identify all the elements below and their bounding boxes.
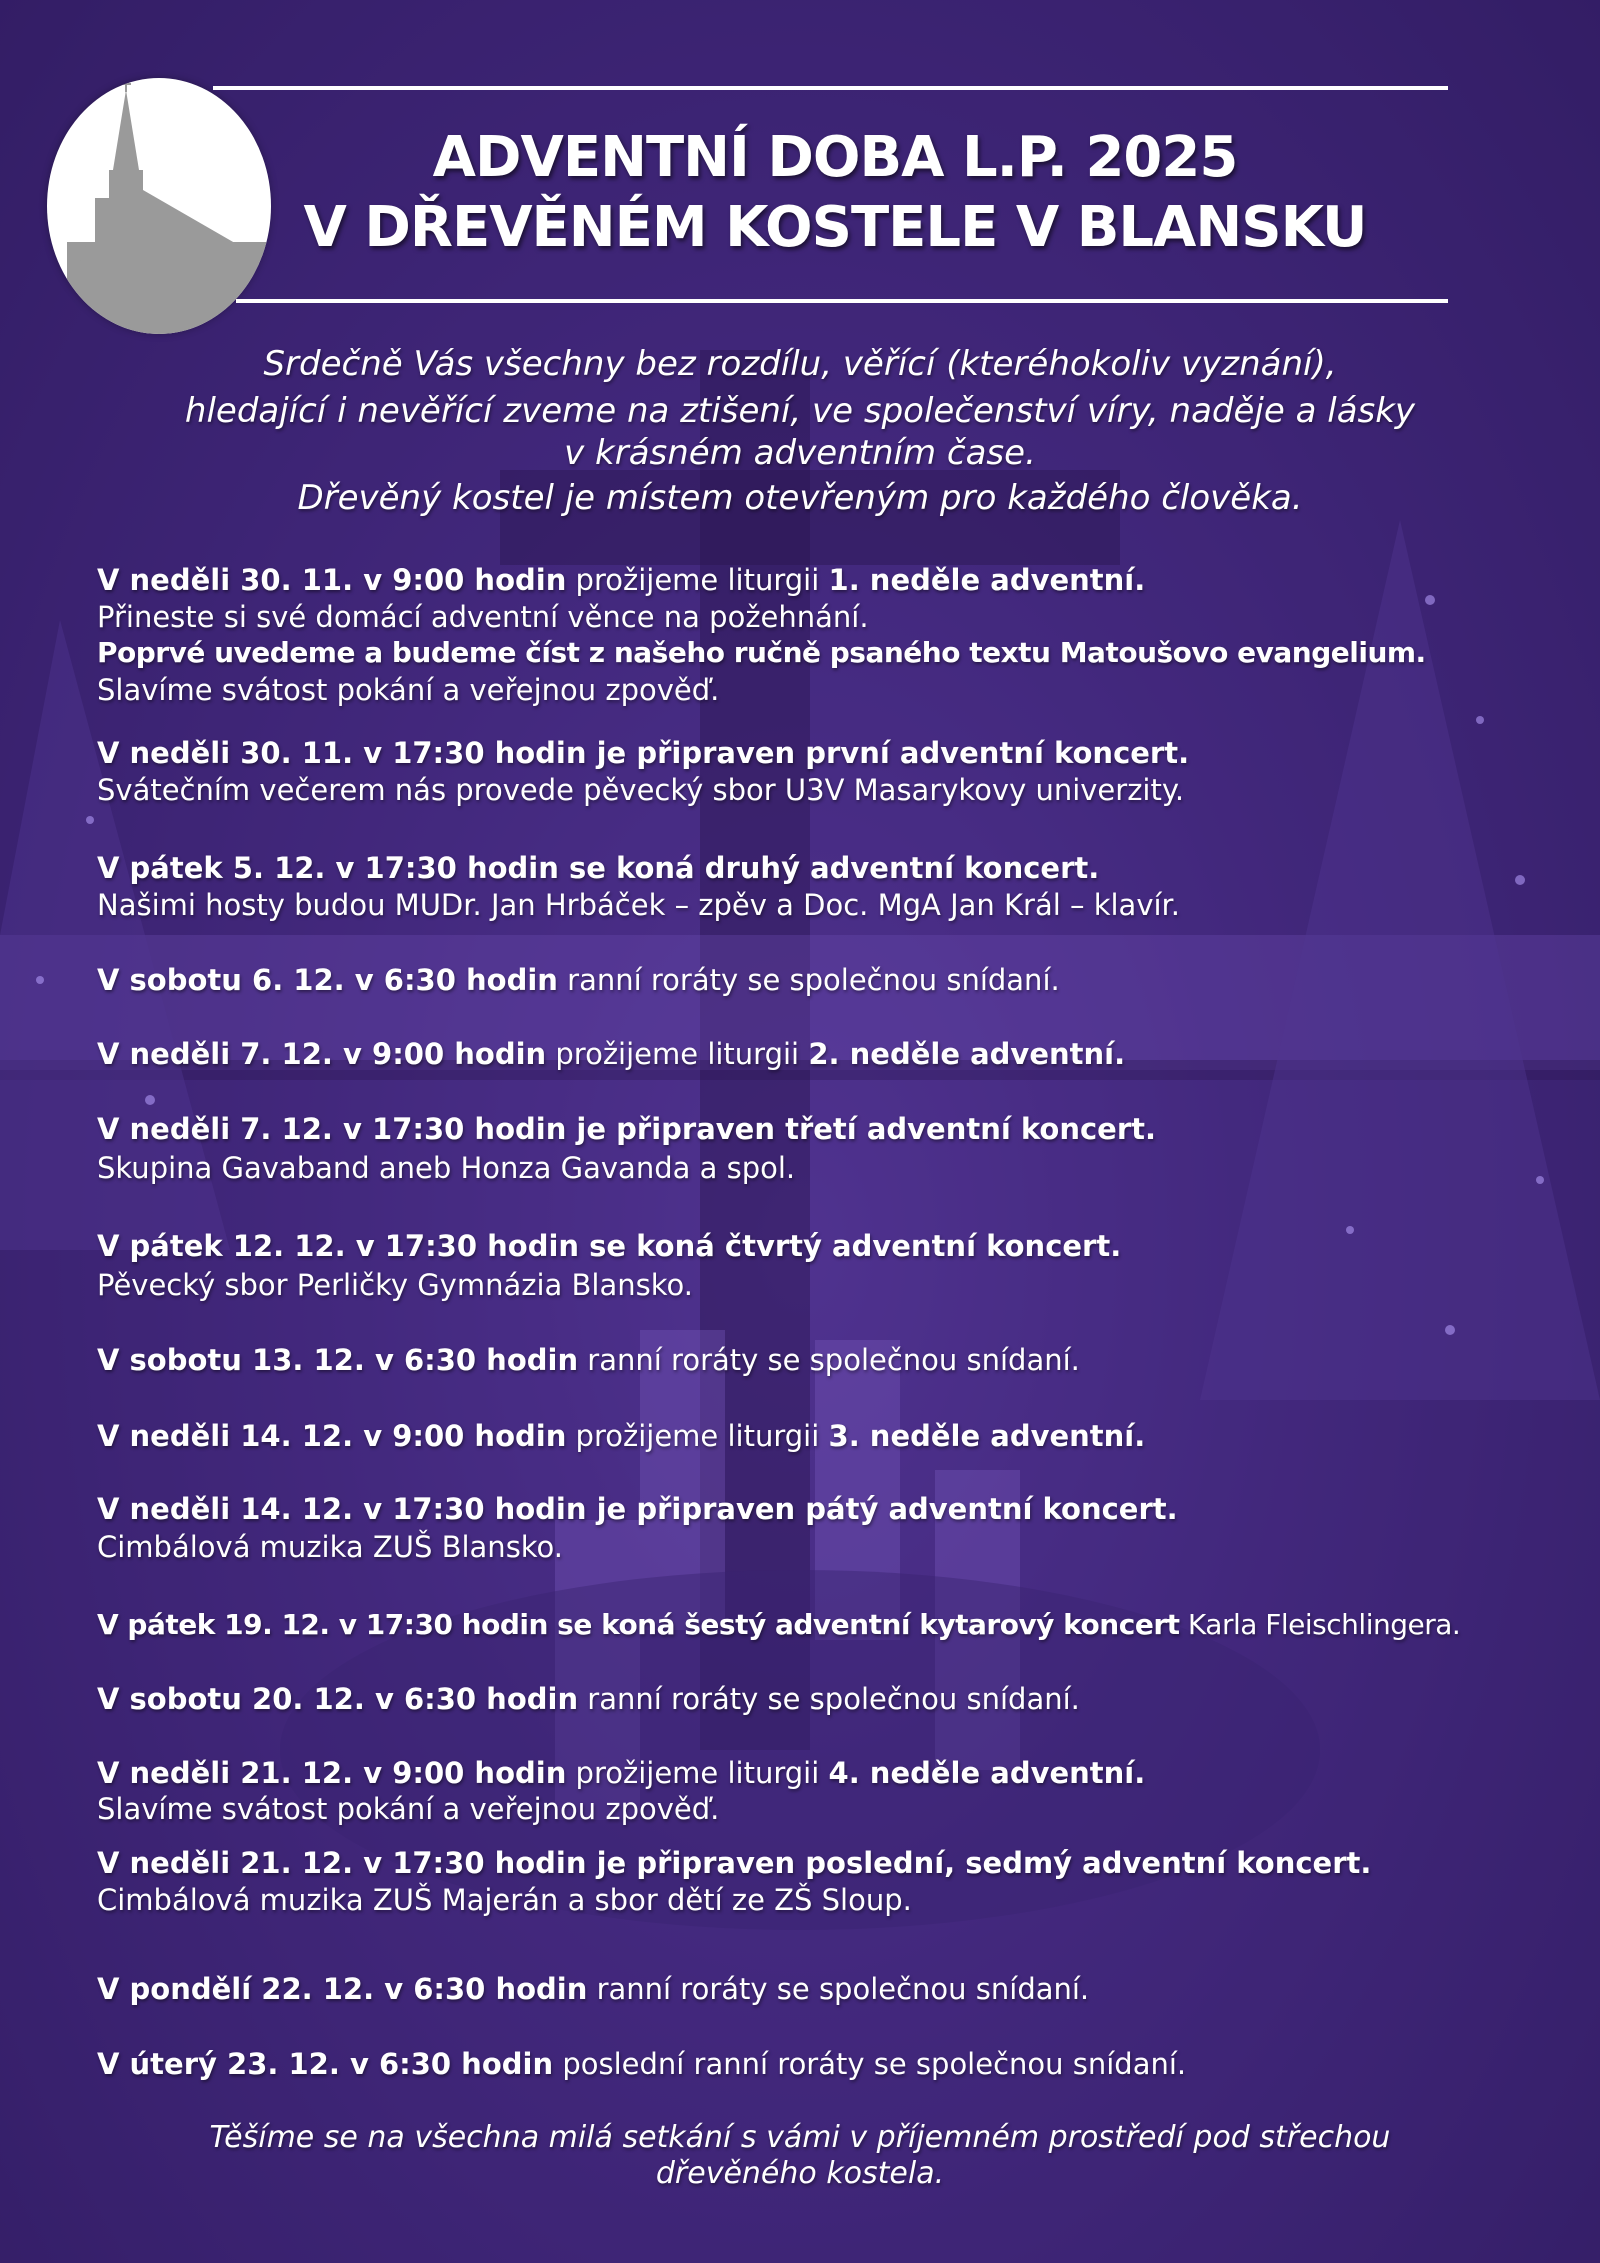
event-13-heading: V neděli 21. 12. v 9:00 hodin prožijeme liturgii 4. neděle adventní. xyxy=(97,1756,1146,1790)
event-6-detail: Skupina Gavaband aneb Honza Gavanda a spol. xyxy=(97,1151,796,1185)
event-7-heading: V pátek 12. 12. v 17:30 hodin se koná čtvrtý adventní koncert. xyxy=(97,1229,1122,1263)
event-6-heading: V neděli 7. 12. v 17:30 hodin je připraven třetí adventní koncert. xyxy=(97,1112,1157,1146)
event-3-detail: Našimi hosty budou MUDr. Jan Hrbáček – zpěv a Doc. MgA Jan Král – klavír. xyxy=(97,888,1181,922)
event-9-heading: V neděli 14. 12. v 9:00 hodin prožijeme liturgii 3. neděle adventní. xyxy=(97,1419,1146,1453)
event-8-heading: V sobotu 13. 12. v 6:30 hodin ranní roráty se společnou snídaní. xyxy=(97,1343,1080,1377)
church-silhouette-icon xyxy=(47,78,271,334)
title-bottom-rule xyxy=(236,299,1448,303)
event-7-detail: Pěvecký sbor Perličky Gymnázia Blansko. xyxy=(97,1268,693,1302)
page-title-line-1: ADVENTNÍ DOBA L.P. 2025 xyxy=(432,125,1238,190)
event-10-heading: V neděli 14. 12. v 17:30 hodin je připraven pátý adventní koncert. xyxy=(97,1492,1178,1526)
intro-line-2: hledající i nevěřící zveme na ztišení, ve společenství víry, naděje a lásky xyxy=(184,391,1416,431)
page-title-line-2: V DŘEVĚNÉM KOSTELE V BLANSKU xyxy=(303,195,1367,260)
closing-line-1: Těšíme se na všechna milá setkání s vámi v příjemném prostředí pod střechou xyxy=(209,2120,1391,2155)
event-1-note: Poprvé uvedeme a budeme číst z našeho ručně psaného textu Matoušovo evangelium. xyxy=(97,636,1426,669)
event-14-heading: V neděli 21. 12. v 17:30 hodin je připraven poslední, sedmý adventní koncert. xyxy=(97,1846,1372,1880)
title-top-rule xyxy=(213,86,1448,90)
event-1-heading: V neděli 30. 11. v 9:00 hodin prožijeme liturgii 1. neděle adventní. xyxy=(97,563,1146,597)
event-2-detail: Svátečním večerem nás provede pěvecký sbor U3V Masarykovy univerzity. xyxy=(97,773,1185,807)
intro-line-4: Dřevěný kostel je místem otevřeným pro každého člověka. xyxy=(297,478,1303,518)
event-16-heading: V úterý 23. 12. v 6:30 hodin poslední ranní roráty se společnou snídaní. xyxy=(97,2047,1187,2081)
event-1-confession: Slavíme svátost pokání a veřejnou zpověď. xyxy=(97,673,720,707)
event-14-detail: Cimbálová muzika ZUŠ Majerán a sbor dětí ze ZŠ Sloup. xyxy=(97,1883,912,1917)
event-3-heading: V pátek 5. 12. v 17:30 hodin se koná druhý adventní koncert. xyxy=(97,851,1100,885)
event-12-heading: V sobotu 20. 12. v 6:30 hodin ranní roráty se společnou snídaní. xyxy=(97,1682,1080,1716)
church-logo xyxy=(47,78,271,334)
intro-line-3: v krásném adventním čase. xyxy=(564,433,1036,473)
event-15-heading: V pondělí 22. 12. v 6:30 hodin ranní roráty se společnou snídaní. xyxy=(97,1972,1090,2006)
event-11-heading: V pátek 19. 12. v 17:30 hodin se koná šestý adventní kytarový koncert Karla Fleischlingera. xyxy=(97,1608,1461,1641)
event-13-detail: Slavíme svátost pokání a veřejnou zpověď. xyxy=(97,1792,720,1826)
closing-line-2: dřevěného kostela. xyxy=(655,2156,945,2191)
intro-line-1: Srdečně Vás všechny bez rozdílu, věřící (kteréhokoliv vyznání), xyxy=(263,344,1337,384)
event-4-heading: V sobotu 6. 12. v 6:30 hodin ranní roráty se společnou snídaní. xyxy=(97,963,1060,997)
event-2-heading: V neděli 30. 11. v 17:30 hodin je připraven první adventní koncert. xyxy=(97,736,1190,770)
event-5-heading: V neděli 7. 12. v 9:00 hodin prožijeme liturgii 2. neděle adventní. xyxy=(97,1037,1126,1071)
event-10-detail: Cimbálová muzika ZUŠ Blansko. xyxy=(97,1530,564,1564)
event-1-detail: Přineste si své domácí adventní věnce na požehnání. xyxy=(97,600,869,634)
